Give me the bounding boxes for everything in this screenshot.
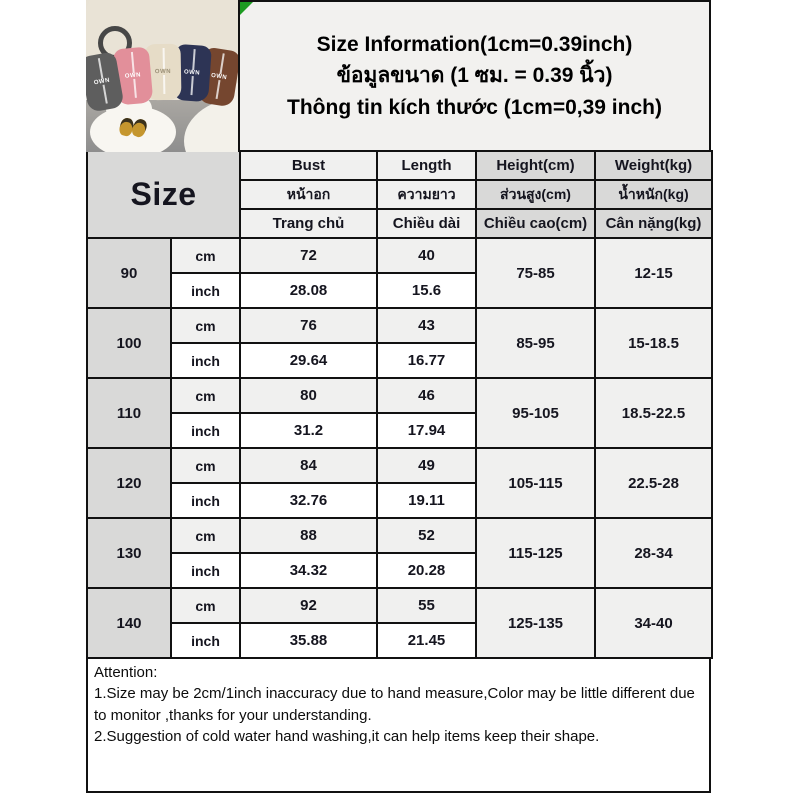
col-header-height: Height(cm)	[476, 151, 595, 180]
unit-cell: cm	[171, 588, 240, 623]
attention-line-1: 1.Size may be 2cm/1inch inaccuracy due to hand measure,Color may be little different due to monitor ,thanks for your understanding.	[94, 685, 695, 724]
table-row	[87, 588, 712, 623]
title-english: Size Information(1cm=0.39inch)	[316, 33, 633, 57]
top-row	[86, 0, 711, 152]
table-row	[87, 518, 712, 553]
size-info-title-box	[238, 0, 711, 152]
length-inch-value: 16.77	[377, 343, 476, 378]
col-header-length-vi: Chiều dài	[377, 209, 476, 238]
length-cm-value: 55	[377, 588, 476, 623]
bust-cm-value: 80	[240, 378, 377, 413]
length-cm-value: 43	[377, 308, 476, 343]
unit-cell: inch	[171, 623, 240, 658]
length-inch-value: 21.45	[377, 623, 476, 658]
col-header-length-th: ความยาว	[377, 180, 476, 209]
jacket-logo-text: OWN	[93, 77, 111, 87]
height-value: 95-105	[476, 378, 595, 448]
jacket-logo-text: OWN	[124, 72, 142, 80]
weight-value: 15-18.5	[595, 308, 712, 378]
bust-cm-value: 92	[240, 588, 377, 623]
unit-cell: inch	[171, 413, 240, 448]
col-header-bust: Bust	[240, 151, 377, 180]
unit-cell: inch	[171, 483, 240, 518]
weight-value: 12-15	[595, 238, 712, 308]
height-value: 75-85	[476, 238, 595, 308]
col-header-bust-th: หน้าอก	[240, 180, 377, 209]
product-photo	[86, 0, 238, 152]
bust-inch-value: 28.08	[240, 273, 377, 308]
weight-value: 34-40	[595, 588, 712, 658]
unit-cell: cm	[171, 448, 240, 483]
height-value: 115-125	[476, 518, 595, 588]
size-chart-page	[86, 0, 711, 793]
title-thai: ข้อมูลขนาด (1 ซม. = 0.39 นิ้ว)	[336, 64, 613, 88]
unit-cell: inch	[171, 553, 240, 588]
col-header-weight-vi: Cân nặng(kg)	[595, 209, 712, 238]
col-header-height-vi: Chiều cao(cm)	[476, 209, 595, 238]
size-table	[86, 150, 713, 659]
unit-cell: cm	[171, 308, 240, 343]
weight-value: 22.5-28	[595, 448, 712, 518]
size-cell: 130	[87, 518, 171, 588]
size-corner-cell: Size	[87, 151, 240, 238]
col-header-length: Length	[377, 151, 476, 180]
corner-triangle-icon	[240, 2, 253, 15]
bust-cm-value: 84	[240, 448, 377, 483]
unit-cell: cm	[171, 378, 240, 413]
size-cell: 100	[87, 308, 171, 378]
bust-cm-value: 76	[240, 308, 377, 343]
attention-title: Attention:	[94, 664, 158, 681]
bust-inch-value: 34.32	[240, 553, 377, 588]
unit-cell: cm	[171, 238, 240, 273]
size-cell: 90	[87, 238, 171, 308]
unit-cell: inch	[171, 273, 240, 308]
jacket-logo-text: OWN	[183, 69, 201, 77]
height-value: 105-115	[476, 448, 595, 518]
length-cm-value: 52	[377, 518, 476, 553]
attention-note	[86, 657, 711, 793]
unit-cell: inch	[171, 343, 240, 378]
jacket-logo-text: OWN	[210, 72, 228, 82]
length-cm-value: 46	[377, 378, 476, 413]
table-row	[87, 448, 712, 483]
col-header-weight: Weight(kg)	[595, 151, 712, 180]
length-cm-value: 49	[377, 448, 476, 483]
height-value: 125-135	[476, 588, 595, 658]
jacket-logo-text: OWN	[154, 68, 172, 76]
weight-value: 28-34	[595, 518, 712, 588]
unit-cell: cm	[171, 518, 240, 553]
weight-value: 18.5-22.5	[595, 378, 712, 448]
attention-line-2: 2.Suggestion of cold water hand washing,it can help items keep their shape.	[94, 727, 600, 745]
size-cell: 110	[87, 378, 171, 448]
size-cell: 140	[87, 588, 171, 658]
size-cell: 120	[87, 448, 171, 518]
table-row	[87, 378, 712, 413]
title-vietnamese: Thông tin kích thước (1cm=0,39 inch)	[287, 95, 662, 119]
length-inch-value: 20.28	[377, 553, 476, 588]
bust-inch-value: 29.64	[240, 343, 377, 378]
bust-cm-value: 88	[240, 518, 377, 553]
height-value: 85-95	[476, 308, 595, 378]
col-header-bust-vi: Trang chủ	[240, 209, 377, 238]
length-inch-value: 17.94	[377, 413, 476, 448]
bust-cm-value: 72	[240, 238, 377, 273]
table-row	[87, 238, 712, 273]
bust-inch-value: 31.2	[240, 413, 377, 448]
length-cm-value: 40	[377, 238, 476, 273]
length-inch-value: 15.6	[377, 273, 476, 308]
bust-inch-value: 35.88	[240, 623, 377, 658]
col-header-height-th: ส่วนสูง(cm)	[476, 180, 595, 209]
table-row	[87, 308, 712, 343]
col-header-weight-th: น้ำหนัก(kg)	[595, 180, 712, 209]
bust-inch-value: 32.76	[240, 483, 377, 518]
length-inch-value: 19.11	[377, 483, 476, 518]
header-row-en	[87, 151, 712, 180]
